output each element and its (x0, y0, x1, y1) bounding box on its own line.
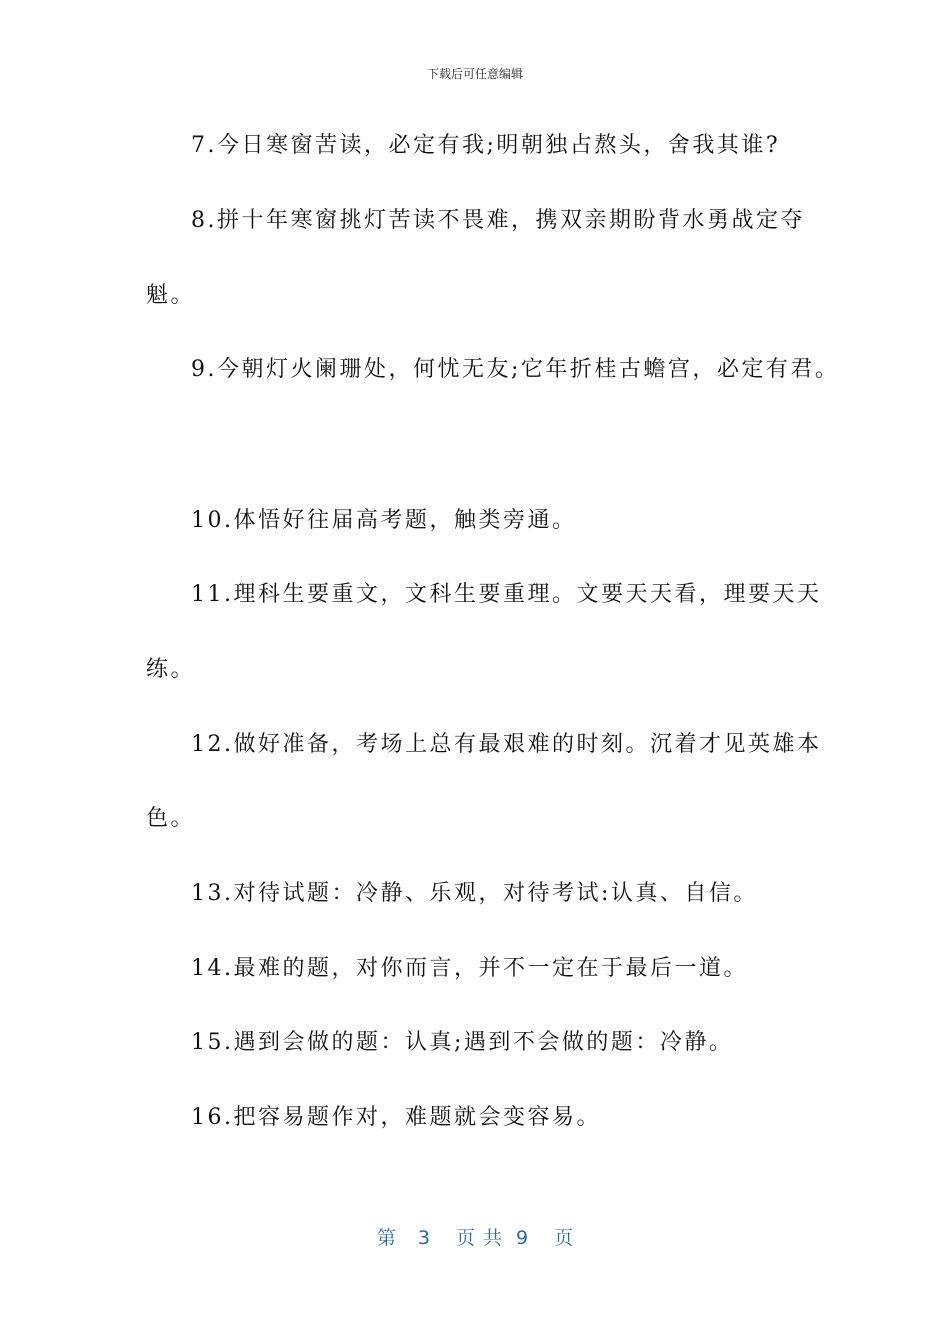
text-line-16: 16.把容易题作对，难题就会变容易。 (191, 1105, 601, 1130)
text-line-11-cont: 练。 (146, 657, 196, 682)
text-line-10: 10.体悟好往届高考题，触类旁通。 (191, 508, 577, 533)
footer-page-prefix: 第 (376, 1227, 396, 1249)
text-line-12: 12.做好准备，考场上总有最艰难的时刻。沉着才见英雄本 (191, 732, 822, 757)
footer-total-word: 共 (483, 1227, 503, 1249)
footer-page-word: 页 (455, 1227, 475, 1249)
text-line-9: 9.今朝灯火阑珊处，何忧无友;它年折桂古蟾宫，必定有君。 (191, 357, 840, 382)
footer-total-pages: 9 (516, 1227, 529, 1249)
page-footer (0, 1224, 950, 1252)
text-line-8-cont: 魁。 (146, 283, 196, 308)
text-line-7: 7.今日寒窗苦读，必定有我;明朝独占熬头，舍我其谁? (191, 133, 781, 158)
text-line-14: 14.最难的题，对你而言，并不一定在于最后一道。 (191, 956, 748, 981)
text-line-13: 13.对待试题：冷静、乐观，对待考试:认真、自信。 (191, 881, 758, 906)
header-note: 下载后可任意编辑 (426, 67, 523, 81)
text-line-11: 11.理科生要重文，文科生要重理。文要天天看，理要天天 (191, 582, 822, 607)
text-line-12-cont: 色。 (146, 806, 196, 831)
text-line-8: 8.拼十年寒窗挑灯苦读不畏难，携双亲期盼背水勇战定夺 (191, 208, 805, 233)
footer-page-number: 3 (417, 1227, 430, 1249)
footer-page-suffix: 页 (554, 1227, 574, 1249)
text-line-15: 15.遇到会做的题：认真;遇到不会做的题：冷静。 (191, 1030, 734, 1055)
